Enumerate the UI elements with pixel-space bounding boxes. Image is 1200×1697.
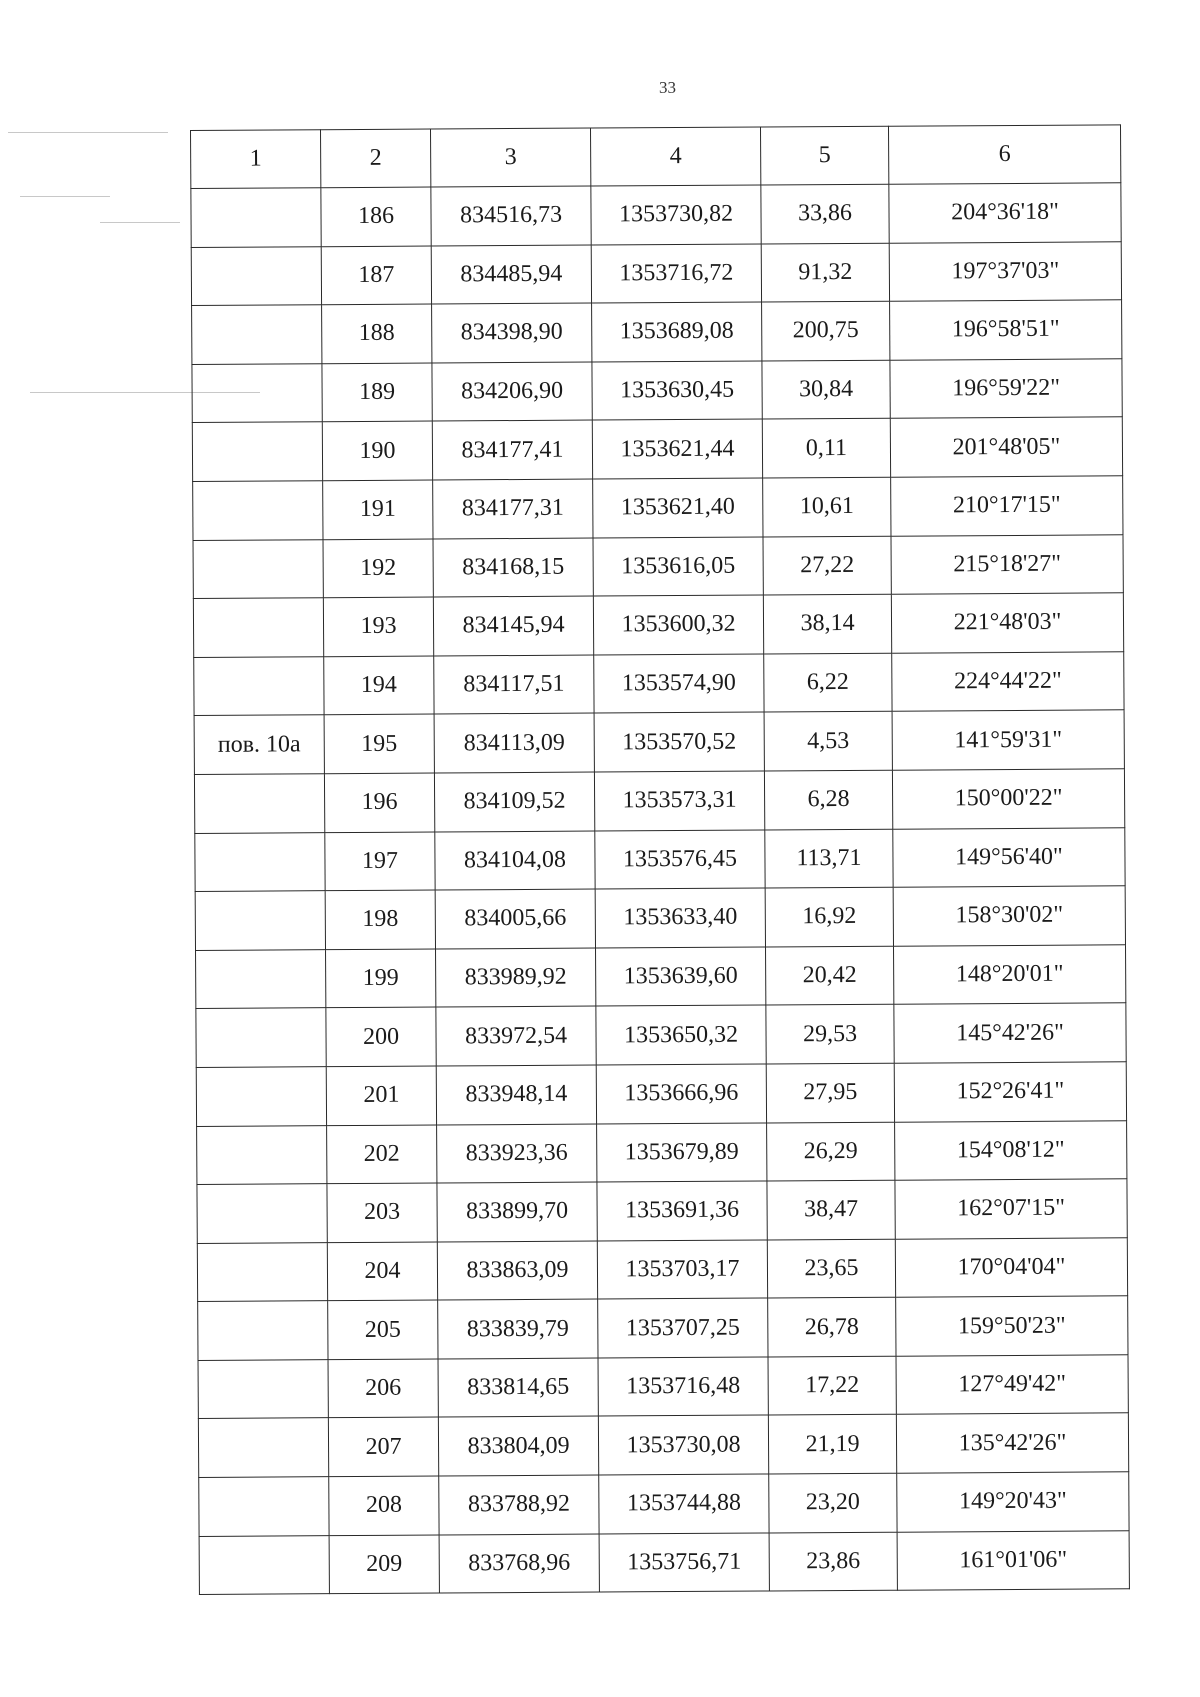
bearing-cell: 149°20'43" [897,1472,1129,1532]
bearing-cell: 204°36'18" [889,183,1121,243]
bearing-cell: 141°59'31" [892,710,1124,770]
bearing-cell: 135°42'26" [896,1413,1128,1473]
point-number-cell: 201 [326,1066,436,1125]
section-cell [193,481,323,540]
table-row [196,945,1126,1009]
y-coordinate-cell: 1353621,44 [592,419,762,479]
bearing-cell: 154°08'12" [895,1120,1127,1180]
point-number-cell: 196 [324,773,434,832]
distance-cell: 17,22 [768,1356,896,1415]
section-cell [198,1301,328,1360]
table-row [196,1062,1126,1126]
bearing-cell: 150°00'22" [892,769,1124,829]
distance-cell: 0,11 [762,419,890,478]
table-row [198,1413,1128,1477]
x-coordinate-cell: 834177,31 [433,479,593,539]
section-cell [193,539,323,598]
distance-cell: 21,19 [768,1415,896,1474]
bearing-cell: 127°49'42" [896,1355,1128,1415]
y-coordinate-cell: 1353679,89 [597,1122,767,1182]
x-coordinate-cell: 834398,90 [432,303,592,363]
table-row [196,1003,1126,1067]
section-cell [198,1360,328,1419]
coordinate-table [190,124,1130,1595]
table-row [194,769,1124,833]
bearing-cell: 221°48'03" [891,593,1123,653]
x-coordinate-cell: 834104,08 [435,831,595,891]
y-coordinate-cell: 1353666,96 [596,1064,766,1124]
point-number-cell: 197 [325,832,435,891]
y-coordinate-cell: 1353639,60 [596,947,766,1007]
distance-cell: 26,29 [767,1122,895,1181]
distance-cell: 27,22 [763,536,891,595]
table-row [197,1237,1127,1301]
x-coordinate-cell: 834145,94 [433,596,593,656]
table-row [194,652,1124,716]
scan-mark [20,196,110,197]
y-coordinate-cell: 1353621,40 [593,478,763,538]
y-coordinate-cell: 1353600,32 [593,595,763,655]
table-row [199,1530,1129,1594]
table-row [192,300,1122,364]
table-row [191,183,1121,247]
section-cell [197,1242,327,1301]
section-cell: пов. 10а [194,715,324,774]
distance-cell: 6,22 [764,653,892,712]
table-row [192,417,1122,481]
header-row [191,125,1121,189]
x-coordinate-cell: 834516,73 [431,186,591,246]
distance-cell: 91,32 [761,243,889,302]
point-number-cell: 209 [329,1535,439,1594]
point-number-cell: 187 [321,246,431,305]
bearing-cell: 149°56'40" [893,827,1125,887]
table-row [197,1120,1127,1184]
bearing-cell: 201°48'05" [890,417,1122,477]
distance-cell: 200,75 [762,301,890,360]
table-row [194,710,1124,774]
bearing-cell: 145°42'26" [894,1003,1126,1063]
table-row [198,1296,1128,1360]
x-coordinate-cell: 833788,92 [439,1475,599,1535]
table-row [193,593,1123,657]
section-cell [199,1535,329,1594]
scan-mark [100,222,180,223]
distance-cell: 27,95 [766,1063,894,1122]
column-header: 3 [430,128,590,187]
column-header: 4 [590,127,760,186]
distance-cell: 20,42 [765,946,893,1005]
section-cell [196,949,326,1008]
point-number-cell: 191 [323,480,433,539]
y-coordinate-cell: 1353744,88 [599,1474,769,1534]
point-number-cell: 192 [323,539,433,598]
x-coordinate-cell: 833863,09 [437,1241,597,1301]
table-row [197,1179,1127,1243]
table-row [191,241,1121,305]
y-coordinate-cell: 1353616,05 [593,537,763,597]
y-coordinate-cell: 1353716,48 [598,1357,768,1417]
point-number-cell: 188 [322,304,432,363]
x-coordinate-cell: 834206,90 [432,362,592,422]
x-coordinate-cell: 833804,09 [438,1416,598,1476]
y-coordinate-cell: 1353703,17 [597,1240,767,1300]
distance-cell: 113,71 [765,829,893,888]
table-row [195,886,1125,950]
x-coordinate-cell: 833989,92 [436,948,596,1008]
point-number-cell: 189 [322,363,432,422]
y-coordinate-cell: 1353576,45 [595,830,765,890]
y-coordinate-cell: 1353689,08 [592,302,762,362]
y-coordinate-cell: 1353691,36 [597,1181,767,1241]
section-cell [195,832,325,891]
scan-mark [8,132,168,133]
bearing-cell: 224°44'22" [892,652,1124,712]
column-header: 1 [191,130,321,189]
table-row [199,1472,1129,1536]
column-header: 2 [321,129,431,188]
distance-cell: 10,61 [763,477,891,536]
table-body [191,183,1130,1595]
point-number-cell: 205 [328,1300,438,1359]
bearing-cell: 210°17'15" [891,476,1123,536]
distance-cell: 33,86 [761,184,889,243]
x-coordinate-cell: 834117,51 [434,655,594,715]
bearing-cell: 152°26'41" [894,1062,1126,1122]
section-cell [197,1184,327,1243]
point-number-cell: 208 [329,1476,439,1535]
point-number-cell: 203 [327,1183,437,1242]
x-coordinate-cell: 834005,66 [435,889,595,949]
point-number-cell: 207 [328,1417,438,1476]
x-coordinate-cell: 833768,96 [439,1534,599,1594]
x-coordinate-cell: 833972,54 [436,1006,596,1066]
section-cell [197,1125,327,1184]
section-cell [194,774,324,833]
y-coordinate-cell: 1353707,25 [598,1298,768,1358]
page-number: 33 [659,78,676,97]
section-cell [192,363,322,422]
section-cell [196,1008,326,1067]
section-cell [198,1418,328,1477]
point-number-cell: 204 [327,1242,437,1301]
y-coordinate-cell: 1353573,31 [594,771,764,831]
point-number-cell: 190 [322,421,432,480]
table-row [192,359,1122,423]
point-number-cell: 199 [326,949,436,1008]
x-coordinate-cell: 833839,79 [438,1299,598,1359]
section-cell [191,246,321,305]
point-number-cell: 193 [323,597,433,656]
distance-cell: 30,84 [762,360,890,419]
point-number-cell: 194 [324,656,434,715]
section-cell [193,598,323,657]
bearing-cell: 196°59'22" [890,359,1122,419]
table-row [198,1355,1128,1419]
bearing-cell: 196°58'51" [890,300,1122,360]
point-number-cell: 200 [326,1007,436,1066]
y-coordinate-cell: 1353730,82 [591,185,761,245]
coordinate-sheet [190,124,1129,1595]
table-row [193,534,1123,598]
distance-cell: 38,14 [763,594,891,653]
bearing-cell: 161°01'06" [897,1530,1129,1590]
point-number-cell: 206 [328,1359,438,1418]
distance-cell: 23,65 [767,1239,895,1298]
distance-cell: 23,86 [769,1532,897,1591]
bearing-cell: 159°50'23" [896,1296,1128,1356]
y-coordinate-cell: 1353570,52 [594,712,764,772]
x-coordinate-cell: 834168,15 [433,538,593,598]
section-cell [192,305,322,364]
bearing-cell: 158°30'02" [893,886,1125,946]
section-cell [199,1477,329,1536]
distance-cell: 4,53 [764,712,892,771]
y-coordinate-cell: 1353716,72 [591,244,761,304]
column-header: 6 [888,125,1120,184]
point-number-cell: 198 [325,890,435,949]
section-cell [191,188,321,247]
distance-cell: 38,47 [767,1180,895,1239]
column-header: 5 [760,126,888,185]
bearing-cell: 215°18'27" [891,534,1123,594]
x-coordinate-cell: 833814,65 [438,1358,598,1418]
y-coordinate-cell: 1353630,45 [592,361,762,421]
distance-cell: 29,53 [766,1005,894,1064]
distance-cell: 6,28 [764,770,892,829]
y-coordinate-cell: 1353756,71 [599,1533,769,1593]
distance-cell: 16,92 [765,887,893,946]
y-coordinate-cell: 1353633,40 [595,888,765,948]
x-coordinate-cell: 834113,09 [434,713,594,773]
distance-cell: 23,20 [769,1473,897,1532]
bearing-cell: 197°37'03" [889,241,1121,301]
section-cell [195,891,325,950]
bearing-cell: 148°20'01" [893,945,1125,1005]
x-coordinate-cell: 834485,94 [431,245,591,305]
point-number-cell: 202 [327,1125,437,1184]
y-coordinate-cell: 1353650,32 [596,1005,766,1065]
table-row [195,827,1125,891]
x-coordinate-cell: 834177,41 [432,420,592,480]
x-coordinate-cell: 833923,36 [437,1124,597,1184]
point-number-cell: 195 [324,714,434,773]
x-coordinate-cell: 833948,14 [436,1065,596,1125]
y-coordinate-cell: 1353730,08 [598,1415,768,1475]
x-coordinate-cell: 833899,70 [437,1182,597,1242]
point-number-cell: 186 [321,187,431,246]
distance-cell: 26,78 [768,1297,896,1356]
section-cell [196,1067,326,1126]
table-row [193,476,1123,540]
y-coordinate-cell: 1353574,90 [594,654,764,714]
bearing-cell: 170°04'04" [895,1237,1127,1297]
x-coordinate-cell: 834109,52 [434,772,594,832]
bearing-cell: 162°07'15" [895,1179,1127,1239]
section-cell [192,422,322,481]
section-cell [194,656,324,715]
